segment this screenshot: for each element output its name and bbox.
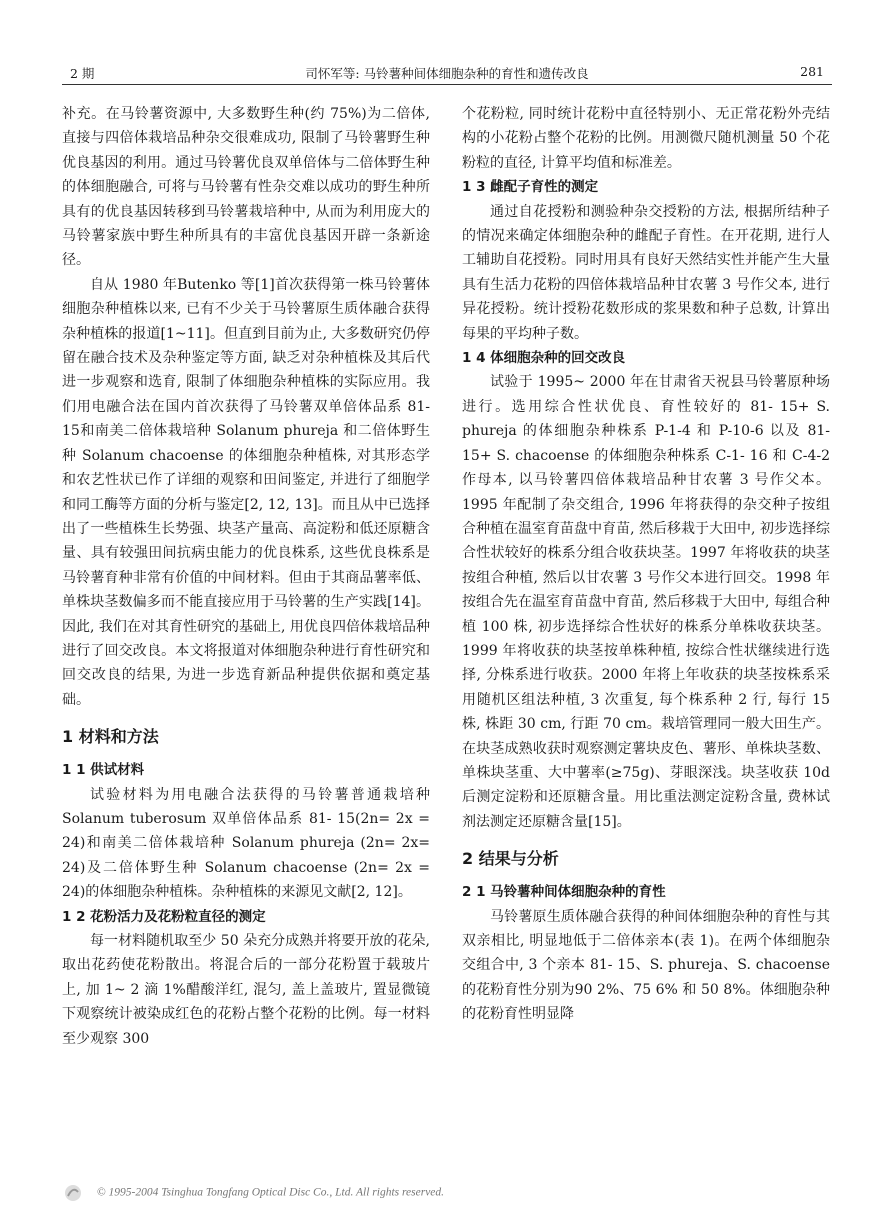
paragraph: 补充。在马铃薯资源中, 大多数野生种(约 75%)为二倍体, 直接与四倍体栽培品种杂交很难成功, 限制了马铃薯野生种优良基因的利用。通过马铃薯优良双单倍体与二倍体野生种的体细胞融合, 可将与马铃薯有性杂交难以成功的野生种所具有的优良基因转移到马铃薯栽培种中, 从而为利用庞大的马铃薯家族中野生种所具有的丰富优良基因开辟一条新途径。 — [62, 106, 430, 269]
paragraph: 马铃薯原生质体融合获得的种间体细胞杂种的育性与其双亲相比, 明显地低于二倍体亲本(表 1)。在两个体细胞杂交组合中, 3 个亲本 81- 15、S. phureja、S. chacoense 的花粉育性分别为90 2%、75 6% 和 50 8%。体细胞杂种的花粉育性明显降 — [462, 908, 830, 1023]
subsection-heading: 1 1 供试材料 — [62, 762, 145, 779]
paragraph: 个花粉粒, 同时统计花粉中直径特别小、无正常花粉外壳结构的小花粉占整个花粉的比例。用测微尺随机测量 50 个花粉粒的直径, 计算平均值和标准差。 — [462, 106, 830, 171]
copyright-footer — [62, 1184, 444, 1202]
page-number: 281 — [800, 64, 824, 79]
paragraph: 自从 1980 年Butenko 等[1]首次获得第一株马铃薯体细胞杂种植株以来, 已有不少关于马铃薯原生质体融合获得杂种植株的报道[1~11]。但直到目前为止, 大多数研究仍停留在融合技术及杂种鉴定等方面, 缺乏对杂种植株及其后代进一步观察和选育, 限制了体细胞杂种植株的实际应用。我们用电融合法在国内首次获得了马铃薯双单倍体品系 81- 15和南美二倍体栽培种 Solanum phureja 和二倍体野生种 Solanum chacoense 的体细胞杂种植株, 对其形态学和农艺性状已作了详细的观察和田间鉴定, 并进行了细胞学和同工酶等方面的分析与鉴定[2, 12, 13]。而且从中已选择出了一些植株生长势强、块茎产量高、高淀粉和低还原糖含量、具有较强田间抗病虫能力的优良株系, 这些优良株系是马铃薯育种非常有价值的中间材料。但由于其商品薯率低、单株块茎数偏多而不能直接应用于马铃薯的生产实践[14]。因此, 我们在对其育性研究的基础上, 用优良四倍体栽培品种进行了回交改良。本文将报道对体细胞杂种进行育性研究和回交改良的结果, 为进一步选育新品种提供依据和奠定基础。 — [62, 276, 430, 708]
copyright-text: © 1995-2004 Tsinghua Tongfang Optical Disc Co., Ltd. All rights reserved. — [96, 1186, 445, 1199]
left-column — [62, 102, 430, 1051]
running-header — [62, 62, 832, 85]
right-column — [462, 102, 830, 1027]
subsection-heading: 1 2 花粉活力及花粉粒直径的测定 — [62, 908, 266, 925]
publisher-logo-icon — [62, 1184, 84, 1202]
paragraph: 每一材料随机取至少 50 朵充分成熟并将要开放的花朵, 取出花药使花粉散出。将混合后的一部分花粉置于载玻片上, 加 1~ 2 滴 1%醋酸洋红, 混匀, 盖上盖玻片, 置显微镜下观察统计被染成红色的花粉占整个花粉的比例。每一材料至少观察 300 — [62, 933, 430, 1047]
paragraph: 试验于 1995~ 2000 年在甘肃省天祝县马铃薯原种场进行。选用综合性状优良、育性较好的 81- 15+ S. phureja 的体细胞杂种株系 P-1-4 和 P-10-6 以及 81- 15+ S. chacoense 的体细胞杂种株系 C-1- 16 和 C-4-2 作母本, 以马铃薯四倍体栽培品种甘农薯 3 号作父本。1995 年配制了杂交组合, 1996 年将获得的杂交种子按组合种植在温室育苗盘中育苗, 然后移栽于大田中, 初步选择综合性状较好的株系分组合收获块茎。1997 年将收获的块茎按组合种植, 然后以甘农薯 3 号作父本进行回交。1998 年按组合先在温室育苗盘中育苗, 然后移栽于大田中, 每组合种植 100 株, 初步选择综合性状好的株系分单株收获块茎。1999 年将收获的块茎按单株种植, 按综合性状继续进行选择, 分株系进行收获。2000 年将上年收获的块茎按株系采用随机区组法种植, 3 次重复, 每个株系种 2 行, 每行 15 株, 株距 30 cm, 行距 70 cm。栽培管理同一般大田生产。在块茎成熟收获时观察测定薯块皮色、薯形、单株块茎数、单株块茎重、大中薯率(≥75g)、芽眼深浅。块茎收获 10d 后测定淀粉和还原糖含量。用比重法测定淀粉含量, 费林试剂法测定还原糖含量[15]。 — [462, 374, 830, 830]
section-heading: 1 材料和方法 — [62, 727, 159, 747]
section-heading: 2 结果与分析 — [462, 849, 559, 869]
paragraph: 通过自花授粉和测验种杂交授粉的方法, 根据所结种子的情况来确定体细胞杂种的雌配子育性。在开花期, 进行人工辅助自花授粉。同时用具有良好天然结实性并能产生大量具有生活力花粉的四倍体栽培品种甘农薯 3 号作父本, 进行异花授粉。统计授粉花数形成的浆果数和种子总数, 计算出每果的平均种子数。 — [462, 203, 830, 342]
paragraph: 试验材料为用电融合法获得的马铃薯普通栽培种 Solanum tuberosum 双单倍体品系 81- 15(2n= 2x = 24)和南美二倍体栽培种 Solanum phureja (2n= 2x= 24)及二倍体野生种 Solanum chacoense (2n= 2x = 24)的体细胞杂种植株。杂种植株的来源见文献[2, 12]。 — [62, 786, 430, 901]
subsection-heading: 1 3 雌配子育性的测定 — [462, 179, 599, 196]
subsection-heading: 1 4 体细胞杂种的回交改良 — [462, 350, 626, 367]
subsection-heading: 2 1 马铃薯种间体细胞杂种的育性 — [462, 884, 666, 901]
running-title: 司怀军等: 马铃薯种间体细胞杂种的育性和遗传改良 — [305, 66, 589, 81]
issue-number: 2 期 — [70, 66, 95, 81]
